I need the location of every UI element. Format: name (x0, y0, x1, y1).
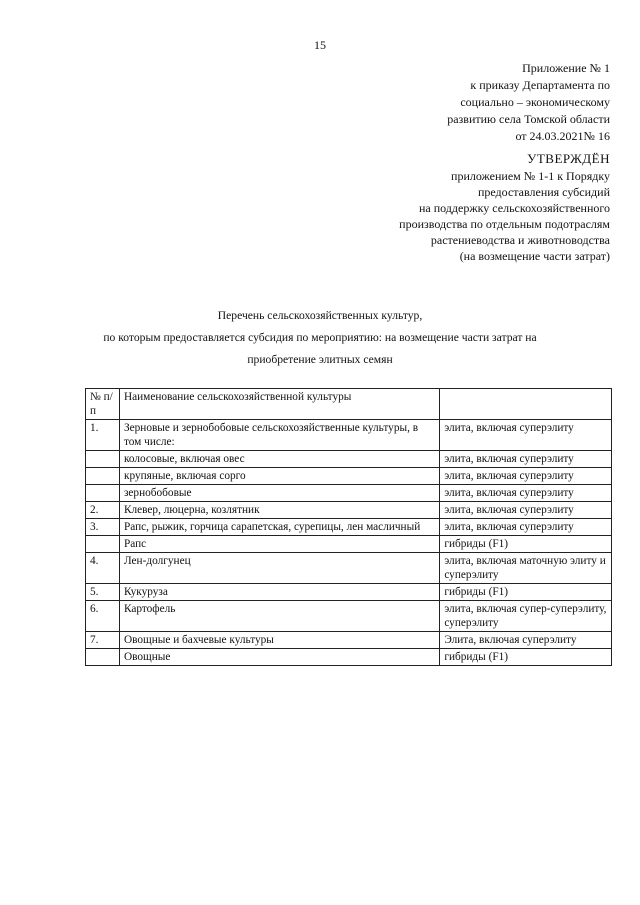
crop-name-cell: зернобобовые (119, 485, 439, 502)
row-number-cell: 2. (86, 502, 120, 519)
page-number: 15 (314, 38, 326, 52)
crop-name-cell: Рапс (119, 536, 439, 553)
seed-category-cell: элита, включая суперэлиту (440, 502, 612, 519)
approval-block (399, 150, 610, 264)
seed-category-cell: гибриды (F1) (440, 584, 612, 601)
crop-name-cell: Овощные (119, 649, 439, 666)
table-row (86, 519, 612, 536)
row-number-cell (86, 485, 120, 502)
table-row (86, 536, 612, 553)
table-row (86, 601, 612, 632)
seed-category-cell: элита, включая суперэлиту (440, 519, 612, 536)
row-number-cell (86, 468, 120, 485)
approval-line: (на возмещение части затрат) (459, 249, 610, 263)
table-row (86, 584, 612, 601)
appendix-block (447, 60, 610, 145)
header-category-cell (440, 389, 612, 420)
approval-line: растениеводства и животноводства (430, 233, 610, 247)
header-name-cell: Наименование сельскохозяйственной культуры (119, 389, 439, 420)
crop-name-cell: Рапс, рыжик, горчица сарапетская, сурепицы, лен масличный (119, 519, 439, 536)
row-number-cell: 1. (86, 420, 120, 451)
row-number-cell: 4. (86, 553, 120, 584)
heading-line: по которым предоставляется субсидия по мероприятию: на возмещение части затрат на (103, 331, 537, 344)
table-row (86, 468, 612, 485)
row-number-cell (86, 451, 120, 468)
crop-name-cell: Зерновые и зернобобовые сельскохозяйственные культуры, в том числе: (119, 420, 439, 451)
appendix-line: социально – экономическому (460, 95, 610, 109)
approval-line: предоставления субсидий (477, 185, 610, 199)
heading-line: приобретение элитных семян (247, 353, 393, 366)
row-number-cell (86, 536, 120, 553)
seed-category-cell: элита, включая маточную элиту и суперэлиту (440, 553, 612, 584)
table-row (86, 553, 612, 584)
table-row (86, 502, 612, 519)
table-row (86, 451, 612, 468)
seed-category-cell: Элита, включая суперэлиту (440, 632, 612, 649)
crop-name-cell: Картофель (119, 601, 439, 632)
appendix-line: к приказу Департамента по (470, 78, 610, 92)
seed-category-cell: гибриды (F1) (440, 536, 612, 553)
row-number-cell: 6. (86, 601, 120, 632)
table-row (86, 632, 612, 649)
document-heading (0, 305, 640, 371)
seed-category-cell: элита, включая суперэлиту (440, 468, 612, 485)
crop-name-cell: крупяные, включая сорго (119, 468, 439, 485)
table-row (86, 485, 612, 502)
approval-line: производства по отдельным подотраслям (399, 217, 610, 231)
seed-category-cell: гибриды (F1) (440, 649, 612, 666)
table-row (86, 420, 612, 451)
crops-table (85, 388, 612, 666)
row-number-cell (86, 649, 120, 666)
appendix-line: Приложение № 1 (522, 61, 610, 75)
approval-title: УТВЕРЖДЁН (527, 151, 610, 166)
crop-name-cell: Кукуруза (119, 584, 439, 601)
seed-category-cell: элита, включая суперэлиту (440, 485, 612, 502)
appendix-line: развитию села Томской области (447, 112, 610, 126)
crop-name-cell: Клевер, люцерна, козлятник (119, 502, 439, 519)
crop-name-cell: колосовые, включая овес (119, 451, 439, 468)
row-number-cell: 5. (86, 584, 120, 601)
crop-name-cell: Овощные и бахчевые культуры (119, 632, 439, 649)
row-number-cell: 3. (86, 519, 120, 536)
seed-category-cell: элита, включая суперэлиту (440, 451, 612, 468)
approval-line: на поддержку сельскохозяйственного (418, 201, 610, 215)
approval-line: приложением № 1-1 к Порядку (451, 169, 610, 183)
seed-category-cell: элита, включая супер-суперэлиту, суперэлиту (440, 601, 612, 632)
heading-line: Перечень сельскохозяйственных культур, (217, 309, 423, 322)
table-row (86, 649, 612, 666)
table-header-row (86, 389, 612, 420)
row-number-cell: 7. (86, 632, 120, 649)
crop-name-cell: Лен-долгунец (119, 553, 439, 584)
seed-category-cell: элита, включая суперэлиту (440, 420, 612, 451)
appendix-line: от 24.03.2021№ 16 (515, 129, 610, 143)
header-number-cell: № п/п (86, 389, 120, 420)
